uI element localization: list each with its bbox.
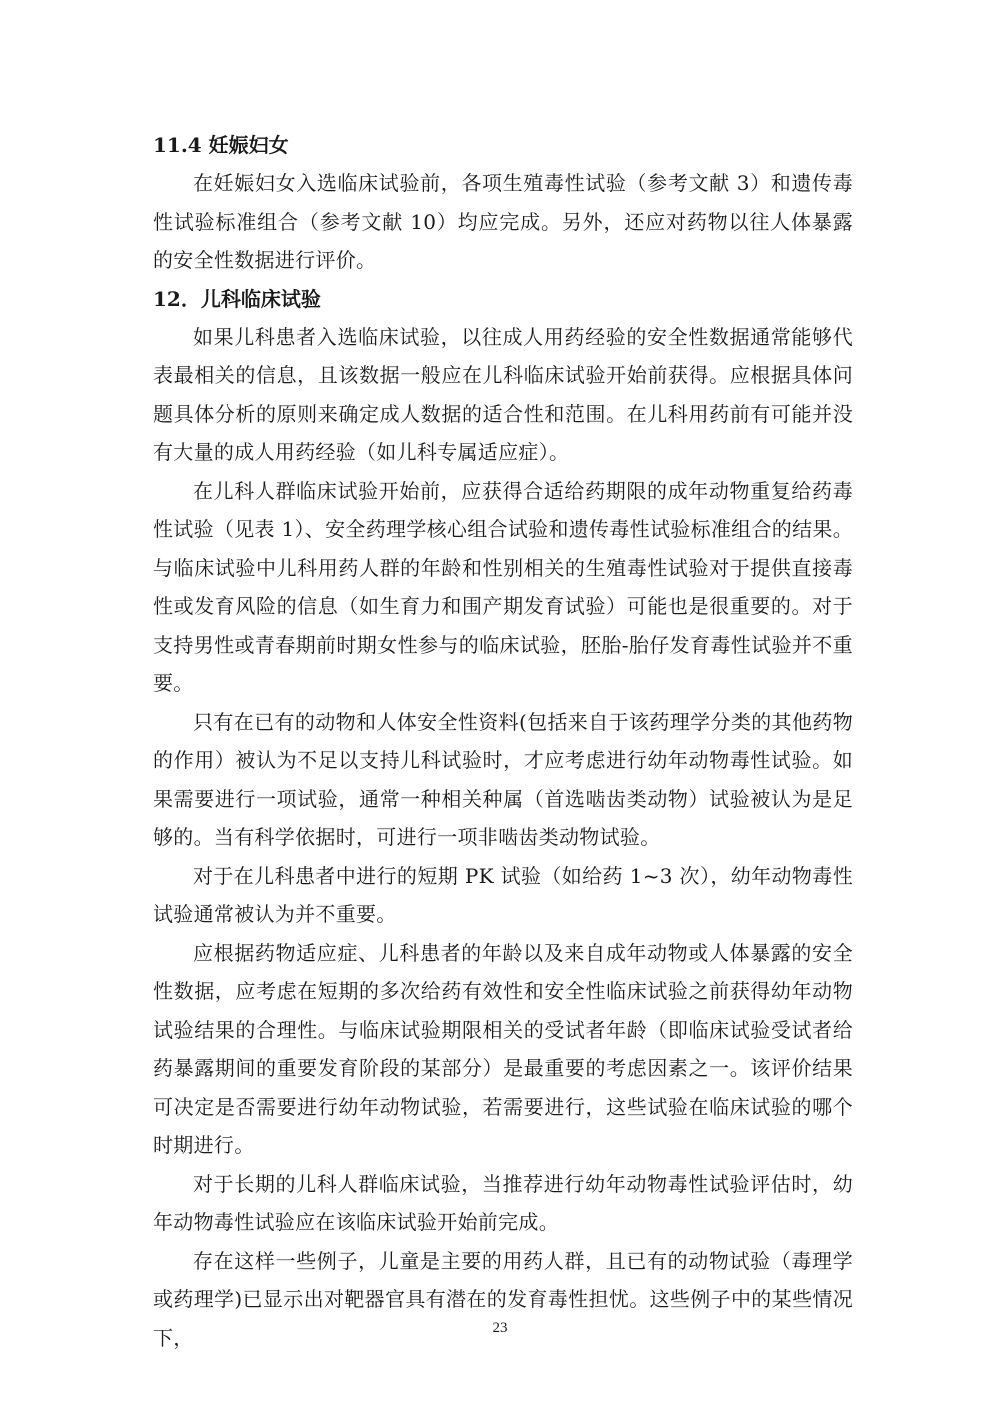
paragraph-pediatric-1: 如果儿科患者入选临床试验，以往成人用药经验的安全性数据通常能够代表最相关的信息，且该数据一般应在儿科临床试验开始前获得。应根据具体问题具体分析的原则来确定成人数据的适合性和范围。在儿科用药前有可能并没有大量的成人用药经验（如儿科专属适应症）。 (153, 324, 853, 464)
paragraph-pregnant-women: 在妊娠妇女入选临床试验前，各项生殖毒性试验（参考文献 3）和遗传毒性试验标准组合（参考文献 10）均应完成。另外，还应对药物以往人体暴露的安全性数据进行评价。 (153, 171, 853, 272)
paragraph-pediatric-7: 存在这样一些例子，儿童是主要的用药人群，且已有的动物试验（毒理学或药理学)已显示出对靶器官具有潜在的发育毒性担忧。这些例子中的某些情况下， (153, 1248, 853, 1350)
paragraph-pediatric-4: 对于在儿科患者中进行的短期 PK 试验（如给药 1~3 次），幼年动物毒性试验通常被认为并不重要。 (153, 863, 853, 926)
paragraph-pediatric-6: 对于长期的儿科人群临床试验，当推荐进行幼年动物毒性试验评估时，幼年动物毒性试验应在该临床试验开始前完成。 (153, 1171, 853, 1234)
paragraph-pediatric-5: 应根据药物适应症、儿科患者的年龄以及来自成年动物或人体暴露的安全性数据，应考虑在短期的多次给药有效性和安全性临床试验之前获得幼年动物试验结果的合理性。与临床试验期限相关的受试者年龄（即临床试验受试者给药暴露期间的重要发育阶段的某部分）是最重要的考虑因素之一。该评价结果可决定是否需要进行幼年动物试验，若需要进行，这些试验在临床试验的哪个时期进行。 (153, 940, 853, 1157)
paragraph-pediatric-2: 在儿科人群临床试验开始前，应获得合适给药期限的成年动物重复给药毒性试验（见表 1）、安全药理学核心组合试验和遗传毒性试验标准组合的结果。与临床试验中儿科用药人群的年龄和性别相关的生殖毒性试验对于提供直接毒性或发育风险的信息（如生育力和围产期发育试验）可能也是很重要的。对于支持男性或青春期前时期女性参与的临床试验，胚胎-胎仔发育毒性试验并不重要。 (153, 478, 853, 695)
section-heading-11-4: 11.4 妊娠妇女 (153, 133, 289, 157)
paragraph-pediatric-3: 只有在已有的动物和人体安全性资料(包括来自于该药理学分类的其他药物的作用）被认为不足以支持儿科试验时，才应考虑进行幼年动物毒性试验。如果需要进行一项试验，通常一种相关种属（首选啮齿类动物）试验被认为是足够的。当有科学依据时，可进行一项非啮齿类动物试验。 (153, 709, 853, 849)
page-number: 23 (492, 1320, 508, 1336)
page-content (153, 126, 853, 1357)
section-heading-12: 12．儿科临床试验 (153, 286, 321, 311)
